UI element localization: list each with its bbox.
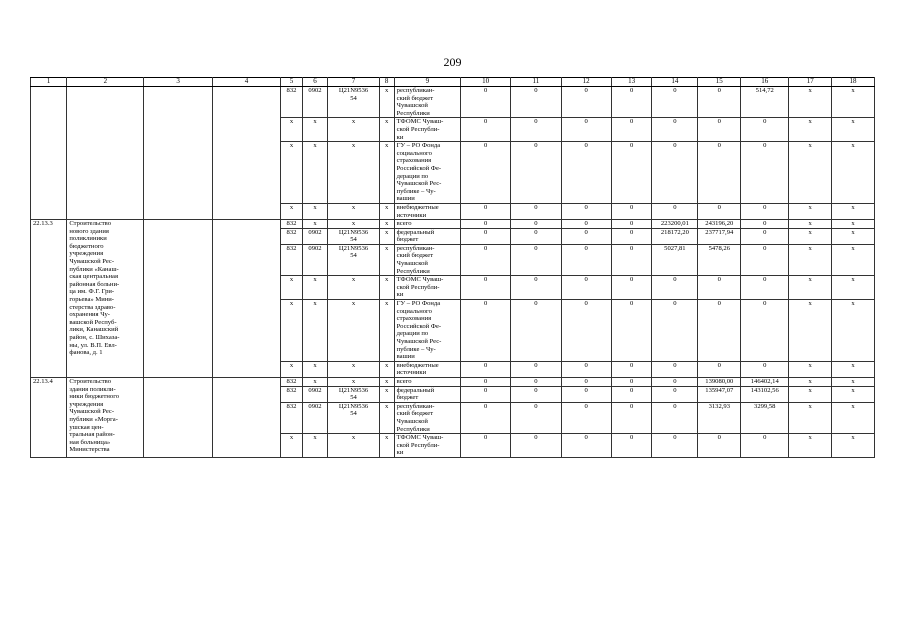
amount-cell: 0 xyxy=(698,434,741,458)
empty-cell xyxy=(144,220,212,378)
funding-source: всего xyxy=(394,220,460,229)
object-name: Строительство нового здания поликлиники бюджетного учреждения Чувашской Рес- публики «Канаш- ская центральная районная больни- ца им. Ф.Г. Гри- горьева» Мини- стерства здраво- охранения Чу- вашской Респуб- лики, Канашский район, с. Шихаза- ны, ул. В.П. Евл- фанова, д. 1 xyxy=(67,220,144,378)
empty-cell xyxy=(212,220,280,378)
amount-cell: 0 xyxy=(741,142,789,204)
amount-cell: x xyxy=(832,87,875,118)
amount-cell: x xyxy=(832,244,875,275)
amount-cell: 5027,81 xyxy=(652,244,698,275)
column-number: 13 xyxy=(611,78,652,87)
admin-code: x xyxy=(281,434,302,458)
amount-cell: 0 xyxy=(511,276,561,300)
amount-cell: x xyxy=(789,377,832,386)
amount-cell: 143102,56 xyxy=(741,386,789,402)
amount-cell: 0 xyxy=(460,87,510,118)
amount-cell: 0 xyxy=(460,361,510,377)
section-code: 0902 xyxy=(302,402,328,433)
amount-cell: 223200,01 xyxy=(652,220,698,229)
amount-cell: 243196,20 xyxy=(698,220,741,229)
amount-cell: 0 xyxy=(511,386,561,402)
amount-cell: 218172,20 xyxy=(652,228,698,244)
empty-cell xyxy=(212,87,280,220)
amount-cell: 139080,00 xyxy=(698,377,741,386)
admin-code: x xyxy=(281,300,302,362)
section-code: 0902 xyxy=(302,386,328,402)
admin-code: 832 xyxy=(281,228,302,244)
column-number: 14 xyxy=(652,78,698,87)
amount-cell: 0 xyxy=(652,361,698,377)
amount-cell: x xyxy=(832,377,875,386)
amount-cell: 0 xyxy=(741,118,789,142)
amount-cell: 0 xyxy=(652,87,698,118)
amount-cell: 0 xyxy=(698,276,741,300)
amount-cell: 135947,07 xyxy=(698,386,741,402)
amount-cell: 0 xyxy=(698,118,741,142)
amount-cell: 0 xyxy=(611,118,652,142)
target-article: Ц21N9536 54 xyxy=(328,228,379,244)
empty-cell xyxy=(144,377,212,457)
table-row xyxy=(31,87,875,118)
target-article: x xyxy=(328,203,379,219)
amount-cell: 0 xyxy=(561,300,611,362)
section-code: x xyxy=(302,276,328,300)
amount-cell: 0 xyxy=(698,87,741,118)
amount-cell: x xyxy=(832,228,875,244)
amount-cell: 0 xyxy=(561,276,611,300)
admin-code: 832 xyxy=(281,87,302,118)
amount-cell: 0 xyxy=(511,300,561,362)
amount-cell: x xyxy=(832,276,875,300)
funding-source: ГУ – РО Фонда социального страхования Российской Фе- дерации по Чувашской Рес- публике – Чу- вашии xyxy=(394,300,460,362)
column-number: 8 xyxy=(379,78,394,87)
amount-cell: 0 xyxy=(741,300,789,362)
target-article: x xyxy=(328,361,379,377)
amount-cell: 0 xyxy=(511,203,561,219)
amount-cell: 0 xyxy=(561,87,611,118)
expense-type: x xyxy=(379,434,394,458)
amount-cell: 0 xyxy=(611,300,652,362)
section-code: x xyxy=(302,203,328,219)
amount-cell: 0 xyxy=(611,87,652,118)
amount-cell: 0 xyxy=(561,377,611,386)
amount-cell: 0 xyxy=(460,386,510,402)
funding-source: ТФОМС Чуваш- ской Республи- ки xyxy=(394,434,460,458)
amount-cell: 0 xyxy=(652,203,698,219)
amount-cell: x xyxy=(832,361,875,377)
funding-source: федеральный бюджет xyxy=(394,228,460,244)
expense-type: x xyxy=(379,142,394,204)
amount-cell: 0 xyxy=(652,386,698,402)
funding-source: республикан- ский бюджет Чувашской Республики xyxy=(394,402,460,433)
funding-source: республикан- ский бюджет Чувашской Республики xyxy=(394,87,460,118)
admin-code: 832 xyxy=(281,244,302,275)
amount-cell: 0 xyxy=(511,434,561,458)
column-number: 2 xyxy=(67,78,144,87)
column-number: 6 xyxy=(302,78,328,87)
amount-cell: 0 xyxy=(652,300,698,362)
admin-code: x xyxy=(281,276,302,300)
amount-cell: x xyxy=(789,276,832,300)
amount-cell: x xyxy=(832,220,875,229)
amount-cell: 0 xyxy=(741,276,789,300)
amount-cell: x xyxy=(789,87,832,118)
amount-cell: 0 xyxy=(611,220,652,229)
admin-code: x xyxy=(281,361,302,377)
target-article: x xyxy=(328,434,379,458)
expense-type: x xyxy=(379,402,394,433)
target-article: x xyxy=(328,220,379,229)
expense-type: x xyxy=(379,276,394,300)
expense-type: x xyxy=(379,361,394,377)
funding-source: ТФОМС Чуваш- ской Республи- ки xyxy=(394,118,460,142)
amount-cell: 0 xyxy=(511,244,561,275)
amount-cell: 0 xyxy=(611,377,652,386)
amount-cell: 0 xyxy=(611,276,652,300)
section-code: x xyxy=(302,377,328,386)
amount-cell: x xyxy=(832,402,875,433)
target-article: Ц21N9536 54 xyxy=(328,244,379,275)
section-code: x xyxy=(302,220,328,229)
amount-cell: 5478,26 xyxy=(698,244,741,275)
column-number: 4 xyxy=(212,78,280,87)
admin-code: 832 xyxy=(281,377,302,386)
funding-source: всего xyxy=(394,377,460,386)
funding-source: ГУ – РО Фонда социального страхования Российской Фе- дерации по Чувашской Рес- публике – Чу- вашии xyxy=(394,142,460,204)
amount-cell: x xyxy=(789,244,832,275)
amount-cell: 0 xyxy=(561,228,611,244)
amount-cell: x xyxy=(789,386,832,402)
amount-cell: 0 xyxy=(611,142,652,204)
target-article: Ц21N9536 54 xyxy=(328,386,379,402)
amount-cell: 0 xyxy=(611,402,652,433)
amount-cell: 0 xyxy=(561,386,611,402)
expense-type: x xyxy=(379,228,394,244)
admin-code: 832 xyxy=(281,386,302,402)
expense-type: x xyxy=(379,244,394,275)
row-code xyxy=(31,87,67,220)
section-code: 0902 xyxy=(302,228,328,244)
amount-cell: 0 xyxy=(652,434,698,458)
section-code: 0902 xyxy=(302,87,328,118)
amount-cell: 0 xyxy=(741,203,789,219)
section-code: x xyxy=(302,361,328,377)
amount-cell: 0 xyxy=(698,300,741,362)
admin-code: 832 xyxy=(281,220,302,229)
amount-cell: 237717,94 xyxy=(698,228,741,244)
amount-cell: 0 xyxy=(561,434,611,458)
budget-table xyxy=(30,77,875,458)
expense-type: x xyxy=(379,377,394,386)
amount-cell: x xyxy=(832,386,875,402)
amount-cell: 0 xyxy=(561,118,611,142)
amount-cell: 0 xyxy=(561,203,611,219)
amount-cell: x xyxy=(832,300,875,362)
funding-source: ТФОМС Чуваш- ской Республи- ки xyxy=(394,276,460,300)
object-name xyxy=(67,87,144,220)
amount-cell: x xyxy=(789,361,832,377)
amount-cell: 0 xyxy=(511,402,561,433)
amount-cell: 0 xyxy=(511,142,561,204)
amount-cell: 0 xyxy=(741,244,789,275)
amount-cell: 0 xyxy=(561,244,611,275)
amount-cell: 146402,14 xyxy=(741,377,789,386)
expense-type: x xyxy=(379,203,394,219)
amount-cell: 3299,58 xyxy=(741,402,789,433)
amount-cell: 0 xyxy=(611,203,652,219)
amount-cell: x xyxy=(789,434,832,458)
target-article: x xyxy=(328,142,379,204)
expense-type: x xyxy=(379,87,394,118)
amount-cell: 0 xyxy=(698,361,741,377)
amount-cell: x xyxy=(789,402,832,433)
amount-cell: 0 xyxy=(652,118,698,142)
column-number: 7 xyxy=(328,78,379,87)
amount-cell: 0 xyxy=(460,377,510,386)
amount-cell: 0 xyxy=(611,228,652,244)
amount-cell: 0 xyxy=(511,220,561,229)
amount-cell: 0 xyxy=(611,434,652,458)
amount-cell: 0 xyxy=(460,228,510,244)
empty-cell xyxy=(212,377,280,457)
amount-cell: 0 xyxy=(460,276,510,300)
amount-cell: x xyxy=(832,203,875,219)
column-number: 5 xyxy=(281,78,302,87)
amount-cell: 0 xyxy=(611,244,652,275)
amount-cell: x xyxy=(789,118,832,142)
funding-source: республикан- ский бюджет Чувашской Республики xyxy=(394,244,460,275)
funding-source: внебюджетные источники xyxy=(394,203,460,219)
funding-source: федеральный бюджет xyxy=(394,386,460,402)
empty-cell xyxy=(144,87,212,220)
column-number: 17 xyxy=(789,78,832,87)
column-number: 15 xyxy=(698,78,741,87)
amount-cell: 0 xyxy=(460,300,510,362)
amount-cell: x xyxy=(789,300,832,362)
section-code: x xyxy=(302,118,328,142)
amount-cell: x xyxy=(832,118,875,142)
amount-cell: x xyxy=(789,203,832,219)
amount-cell: 0 xyxy=(611,361,652,377)
amount-cell: x xyxy=(832,142,875,204)
column-number: 9 xyxy=(394,78,460,87)
amount-cell: 0 xyxy=(611,386,652,402)
amount-cell: 0 xyxy=(511,361,561,377)
table-body xyxy=(31,78,875,458)
amount-cell: x xyxy=(789,142,832,204)
amount-cell: 0 xyxy=(561,220,611,229)
amount-cell: 0 xyxy=(561,361,611,377)
amount-cell: 0 xyxy=(460,118,510,142)
column-number: 3 xyxy=(144,78,212,87)
amount-cell: 0 xyxy=(741,220,789,229)
amount-cell: 0 xyxy=(460,434,510,458)
expense-type: x xyxy=(379,118,394,142)
amount-cell: x xyxy=(789,220,832,229)
funding-source: внебюджетные источники xyxy=(394,361,460,377)
target-article: x xyxy=(328,276,379,300)
amount-cell: 3132,93 xyxy=(698,402,741,433)
amount-cell: 0 xyxy=(511,228,561,244)
amount-cell: 0 xyxy=(561,142,611,204)
amount-cell: 0 xyxy=(460,402,510,433)
amount-cell: 0 xyxy=(460,220,510,229)
amount-cell: 0 xyxy=(652,276,698,300)
amount-cell: 0 xyxy=(652,402,698,433)
amount-cell: 0 xyxy=(511,118,561,142)
amount-cell: 0 xyxy=(698,203,741,219)
column-number: 10 xyxy=(460,78,510,87)
amount-cell: 0 xyxy=(511,87,561,118)
column-number: 12 xyxy=(561,78,611,87)
expense-type: x xyxy=(379,386,394,402)
amount-cell: 0 xyxy=(652,377,698,386)
column-number: 16 xyxy=(741,78,789,87)
section-code: x xyxy=(302,434,328,458)
admin-code: x xyxy=(281,118,302,142)
amount-cell: 0 xyxy=(741,228,789,244)
table-row xyxy=(31,377,875,386)
page-number: 209 xyxy=(443,55,462,69)
table-row xyxy=(31,220,875,229)
amount-cell: x xyxy=(789,228,832,244)
section-code: x xyxy=(302,300,328,362)
object-name: Строительство здания поликли- ники бюджетного учреждения Чувашской Рес- публики «Морга- ушская цен- тральная район- ная больница» Министерства xyxy=(67,377,144,457)
expense-type: x xyxy=(379,300,394,362)
section-code: 0902 xyxy=(302,244,328,275)
admin-code: x xyxy=(281,203,302,219)
amount-cell: 0 xyxy=(460,203,510,219)
amount-cell: 514,72 xyxy=(741,87,789,118)
target-article: x xyxy=(328,300,379,362)
column-number: 1 xyxy=(31,78,67,87)
row-code: 22.13.4 xyxy=(31,377,67,457)
section-code: x xyxy=(302,142,328,204)
admin-code: x xyxy=(281,142,302,204)
row-code: 22.13.3 xyxy=(31,220,67,378)
amount-cell: 0 xyxy=(698,142,741,204)
target-article: x xyxy=(328,377,379,386)
amount-cell: 0 xyxy=(561,402,611,433)
target-article: Ц21N9536 54 xyxy=(328,402,379,433)
target-article: Ц21N9536 54 xyxy=(328,87,379,118)
admin-code: 832 xyxy=(281,402,302,433)
amount-cell: 0 xyxy=(460,142,510,204)
amount-cell: 0 xyxy=(460,244,510,275)
amount-cell: x xyxy=(832,434,875,458)
expense-type: x xyxy=(379,220,394,229)
column-number: 18 xyxy=(832,78,875,87)
amount-cell: 0 xyxy=(741,361,789,377)
column-number-row xyxy=(31,78,875,87)
target-article: x xyxy=(328,118,379,142)
amount-cell: 0 xyxy=(741,434,789,458)
amount-cell: 0 xyxy=(511,377,561,386)
amount-cell: 0 xyxy=(652,142,698,204)
column-number: 11 xyxy=(511,78,561,87)
